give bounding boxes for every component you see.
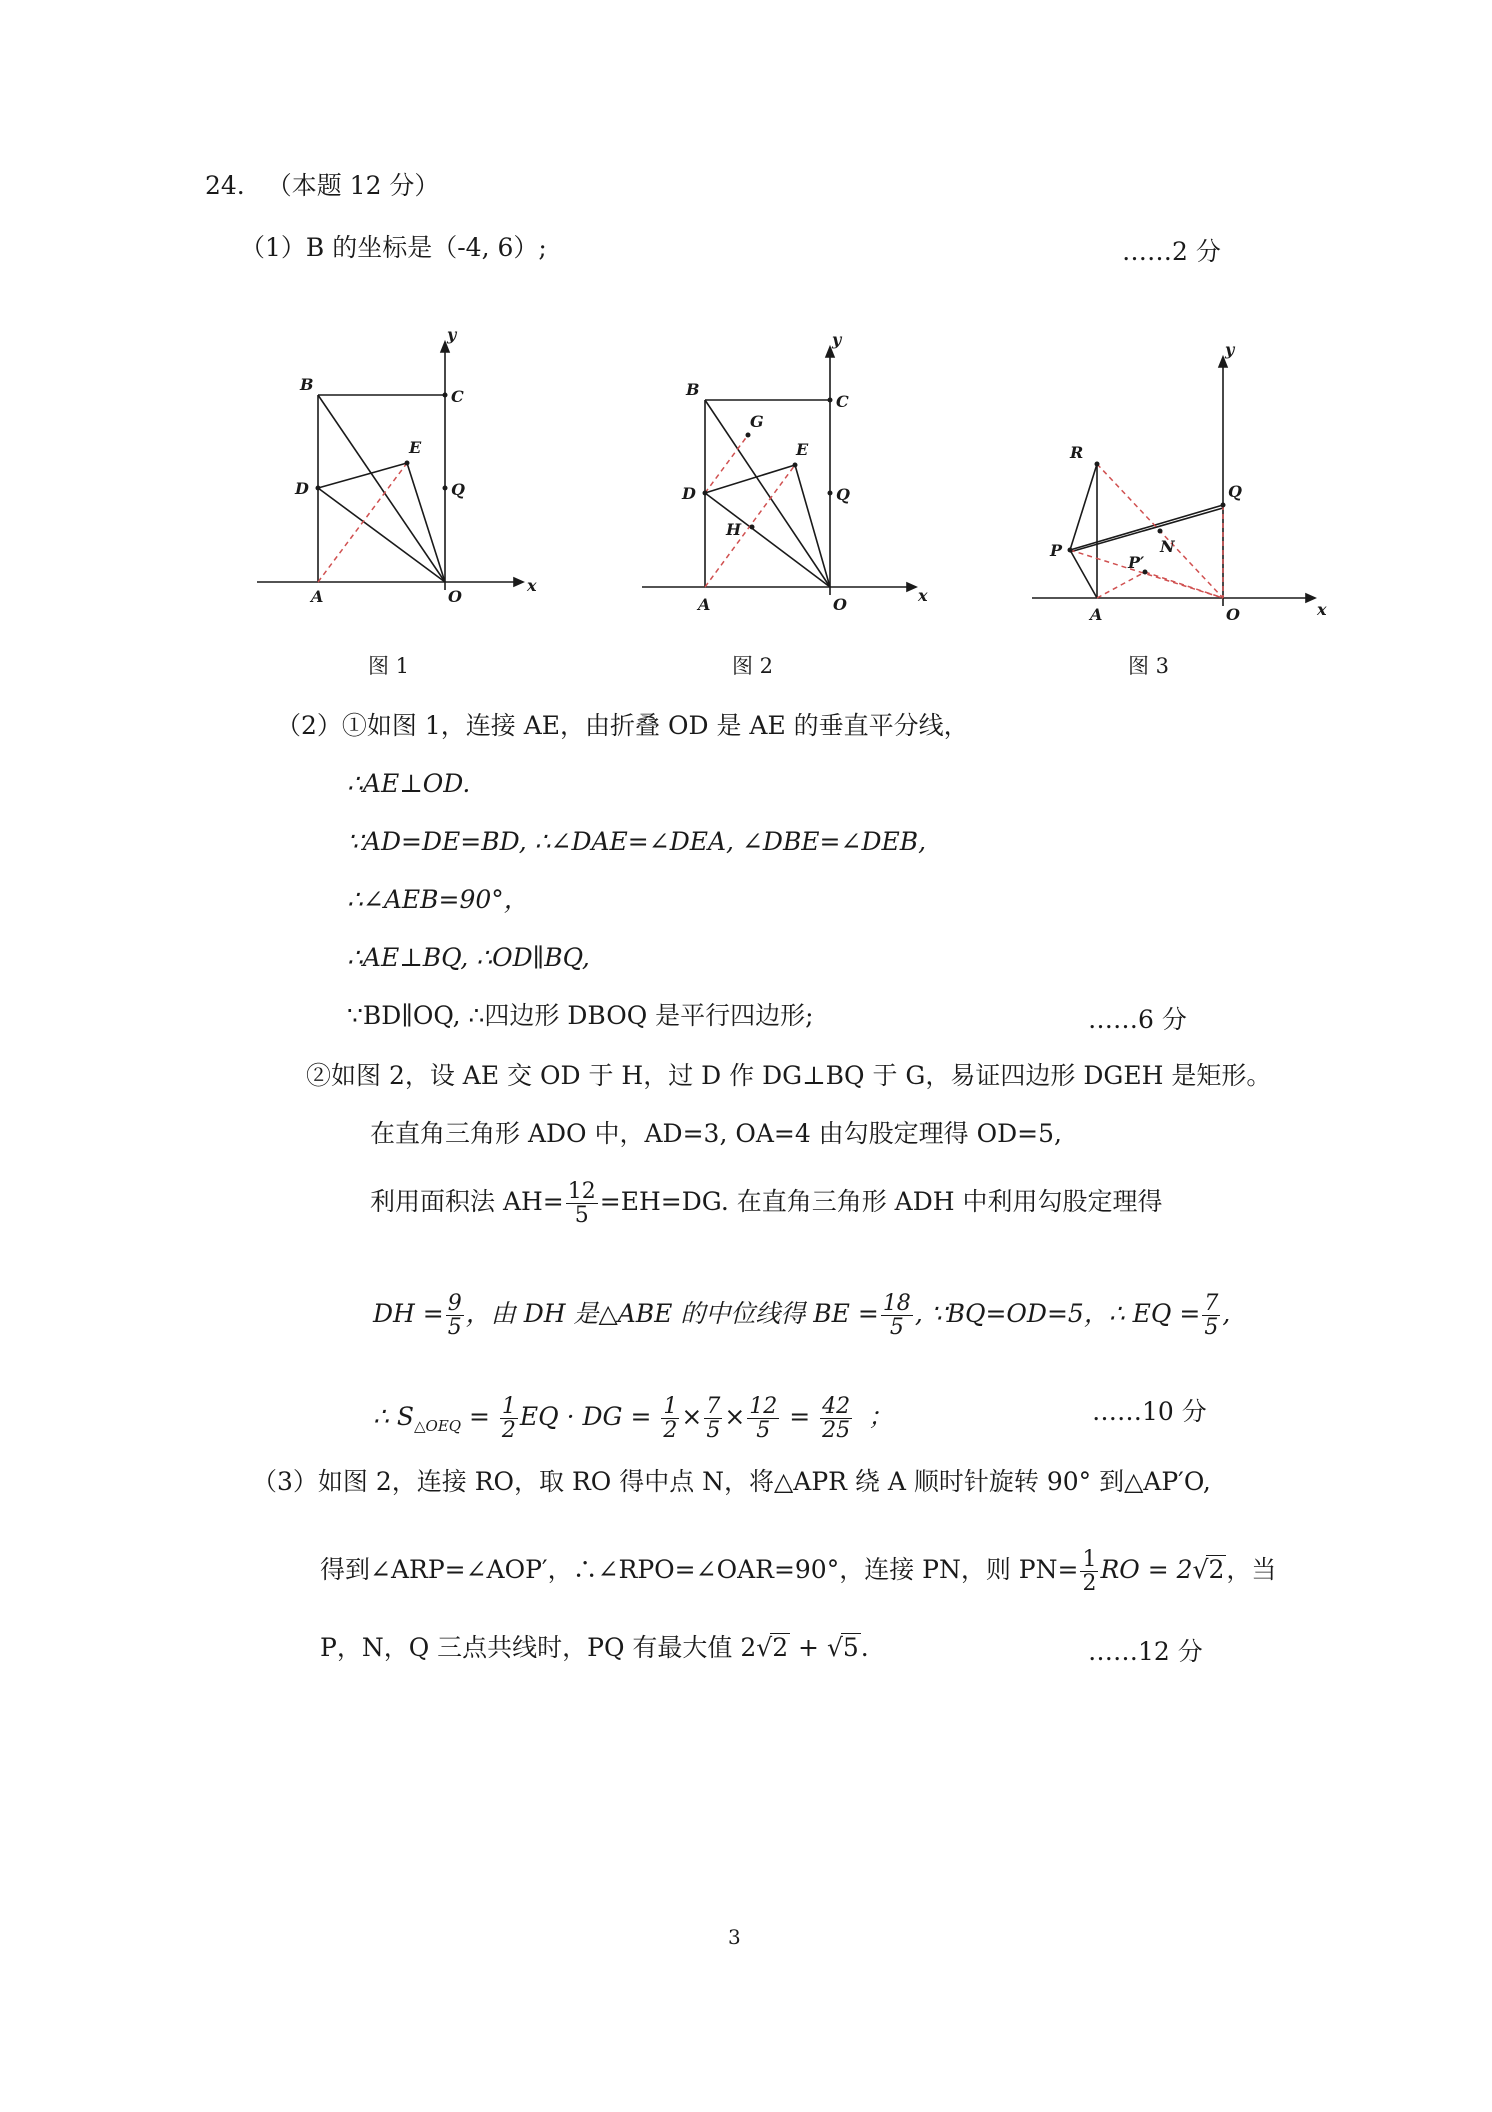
fig3-caption: 图 3: [1128, 654, 1170, 678]
fraction-denominator: 5: [889, 1315, 904, 1341]
fraction-7-5-b: [704, 1395, 722, 1442]
part2-line6: 在直角三角形 ADO 中，AD=3, OA=4 由勾股定理得 OD=5,: [370, 1119, 1062, 1148]
problem-points: （本题 12 分）: [266, 171, 440, 200]
fraction-numerator: 18: [882, 1291, 911, 1316]
fig1-label-a: A: [311, 587, 324, 606]
part3-line3b: +: [790, 1633, 827, 1662]
fig2-label-e: E: [796, 440, 809, 459]
fig3-line-pq: [1070, 505, 1223, 550]
fig2-line-bo: [705, 400, 830, 587]
fig2-dashed-dg: [705, 435, 748, 493]
fraction-denominator: 5: [447, 1315, 462, 1341]
fig1-label-b: B: [300, 375, 314, 394]
part2-line7a: 利用面积法 AH=: [370, 1187, 564, 1217]
fig2-label-y: y: [832, 330, 842, 349]
fig2-label-a: A: [698, 595, 711, 614]
fraction-numerator: 7: [1204, 1291, 1219, 1316]
part3-line2b: RO = 2: [1100, 1555, 1193, 1585]
part3-line2a: 得到∠ARP=∠AOP′，∴∠RPO=∠OAR=90°，连接 PN，则 PN=: [320, 1555, 1079, 1585]
fraction-numerator: 12: [749, 1394, 778, 1419]
fraction-1-2-b: [661, 1395, 679, 1442]
times-sign: ×: [681, 1402, 703, 1432]
fraction-numerator: 1: [501, 1394, 516, 1419]
fig3-line-rp: [1070, 464, 1097, 550]
sqrt-5: 5: [842, 1633, 859, 1662]
part2-line7: [370, 1180, 1163, 1227]
fraction-denominator: 5: [756, 1418, 771, 1444]
part3-label: （3）: [252, 1467, 318, 1496]
part1-label: （1）: [240, 233, 306, 262]
fraction-7-5: [1202, 1292, 1220, 1339]
part2-line3: ∴∠AEB=90°，: [347, 885, 529, 914]
fig3-label-q: Q: [1228, 482, 1242, 501]
fig1-label-e: E: [409, 438, 422, 457]
fraction-numerator: 9: [447, 1291, 462, 1316]
fraction-numerator: 1: [663, 1394, 678, 1419]
part3-line1-wrap: [252, 1466, 1211, 1498]
page-number: 3: [728, 1925, 741, 1949]
part2-line8b: ，由 DH 是△ABE 的中位线得 BE =: [465, 1299, 879, 1329]
fig3-line-pa: [1070, 550, 1097, 598]
fig1-line-bo: [318, 395, 445, 582]
part2-line9: [373, 1395, 893, 1442]
part2-line9a: ∴ S: [373, 1402, 414, 1432]
area-subscript: △OEQ: [413, 1417, 462, 1436]
fig1-label-q: Q: [451, 480, 465, 499]
fraction-denominator: 5: [1204, 1315, 1219, 1341]
fraction-numerator: 42: [822, 1394, 851, 1419]
part3-line1: 如图 2，连接 RO，取 RO 得中点 N，将△APR 绕 A 顺时针旋转 90° 到△AP′O,: [317, 1467, 1211, 1496]
part2-line9c: EQ · DG =: [519, 1402, 660, 1432]
part1-line: [240, 232, 547, 264]
fraction-9-5: [446, 1292, 464, 1339]
fig2-caption: 图 2: [732, 654, 774, 678]
fig1-caption: 图 1: [368, 654, 410, 678]
fig1-line-de: [318, 463, 407, 488]
part3-line3c: .: [860, 1633, 869, 1662]
part3-line3a: P，N，Q 三点共线时，PQ 有最大值 2: [320, 1633, 757, 1662]
fig2-label-b: B: [686, 380, 700, 399]
fraction-numerator: 1: [1082, 1547, 1097, 1572]
fig3-label-n: N: [1160, 537, 1175, 556]
fig3-label-p: P: [1050, 541, 1063, 560]
part2-sub2: ②如图 2，设 AE 交 OD 于 H，过 D 作 DG⊥BQ 于 G，易证四边形 DGEH 是矩形。: [306, 1061, 1272, 1090]
fig2-label-d: D: [682, 484, 696, 503]
fig1-dashed-ae: [318, 463, 407, 582]
figure-3: [1030, 340, 1330, 630]
times-sign: ×: [724, 1402, 746, 1432]
fraction-12-5-b: [747, 1395, 779, 1442]
fraction-numerator: 7: [706, 1394, 721, 1419]
fig3-label-y: y: [1225, 340, 1235, 359]
fig1-label-x: x: [527, 576, 537, 595]
fig2-line-do: [705, 493, 830, 587]
part2-label: （2）: [276, 711, 342, 740]
fraction-denominator: 5: [706, 1418, 721, 1444]
fig2-line-eo: [795, 465, 830, 587]
fig3-label-p-prime: P′: [1128, 553, 1145, 572]
fig1-label-o: O: [448, 587, 462, 606]
sqrt-2: 2: [1208, 1555, 1225, 1585]
fig1-line-do: [318, 488, 445, 582]
part2-line8a: DH =: [373, 1299, 444, 1329]
part2-line8d: ,: [1222, 1299, 1231, 1329]
fig3-x-arrow: [1306, 594, 1315, 602]
part2-line2: ∵AD=DE=BD, ∴∠DAE=∠DEA, ∠DBE=∠DEB,: [347, 827, 927, 856]
fraction-denominator: 5: [574, 1203, 589, 1229]
figure-1: [255, 325, 545, 620]
fraction-denominator: 2: [663, 1418, 678, 1444]
part1-text: B 的坐标是（-4, 6）;: [305, 233, 547, 262]
figure-2: [640, 330, 930, 625]
fig1-label-y: y: [447, 325, 457, 344]
fraction-denominator: 25: [822, 1418, 851, 1444]
part2-line8c: , ∵BQ=OD=5，∴ EQ =: [914, 1299, 1201, 1329]
fig1-label-c: C: [451, 387, 464, 406]
fraction-1-2: [500, 1395, 518, 1442]
part2-line8: [373, 1292, 1230, 1339]
fig2-label-x: x: [918, 586, 928, 605]
fig2-label-c: C: [836, 392, 849, 411]
fig2-x-arrow: [907, 583, 916, 591]
part3-line3: P，N，Q 三点共线时，PQ 有最大值 2√2 + √5.: [320, 1633, 869, 1662]
fig3-line-pq-b: [1070, 508, 1223, 552]
fraction-42-25: [820, 1395, 852, 1442]
fraction-denominator: 2: [1082, 1571, 1097, 1597]
fig3-label-r: R: [1070, 443, 1084, 462]
fig1-line-eo: [407, 463, 445, 582]
part2-score2: ……10 分: [1092, 1397, 1207, 1426]
problem-number: 24.: [205, 171, 245, 200]
part3-line2c: ，当: [1226, 1555, 1277, 1585]
part2-line9b: =: [461, 1402, 498, 1432]
part3-line2: 得到∠ARP=∠AOP′，∴∠RPO=∠OAR=90°，连接 PN，则 PN= $\frac{1}{2}$ RO = 2√2，当: [320, 1547, 1277, 1597]
fig2-line-de: [705, 465, 795, 493]
part2-line9end: ；: [868, 1402, 894, 1432]
part2-score1: ……6 分: [1088, 1005, 1187, 1034]
part2-line4: ∴AE⊥BQ, ∴OD∥BQ,: [347, 943, 590, 972]
fig3-label-a: A: [1090, 605, 1103, 624]
equals-sign: =: [781, 1402, 819, 1432]
fig1-label-d: D: [295, 479, 309, 498]
fig2-label-h: H: [726, 520, 742, 539]
fraction-1-2-c: [1080, 1548, 1098, 1595]
fraction-18-5: [881, 1292, 913, 1339]
fig1-x-arrow: [514, 578, 523, 586]
part2-line5: ∵BD∥OQ, ∴四边形 DBOQ 是平行四边形;: [347, 1001, 814, 1030]
fig3-label-x: x: [1317, 600, 1327, 619]
part3-score: ……12 分: [1088, 1637, 1203, 1666]
fraction-denominator: 2: [501, 1418, 516, 1444]
fig2-label-q: Q: [836, 485, 850, 504]
part2-intro: ①如图 1，连接 AE，由折叠 OD 是 AE 的垂直平分线，: [341, 711, 969, 740]
part1-score: ……2 分: [1122, 237, 1221, 266]
fraction-12-5: [566, 1180, 598, 1227]
part2-intro-line: [276, 710, 969, 742]
fig3-dashed-ap2: [1097, 572, 1145, 598]
fig2-label-o: O: [833, 595, 847, 614]
fig3-label-o: O: [1226, 605, 1240, 624]
part2-line1: ∴AE⊥OD.: [347, 769, 471, 798]
sqrt-2-b: 2: [772, 1633, 789, 1662]
part2-line7b: =EH=DG. 在直角三角形 ADH 中利用勾股定理得: [599, 1187, 1163, 1217]
fraction-numerator: 12: [567, 1179, 596, 1204]
fig2-label-g: G: [750, 412, 764, 431]
